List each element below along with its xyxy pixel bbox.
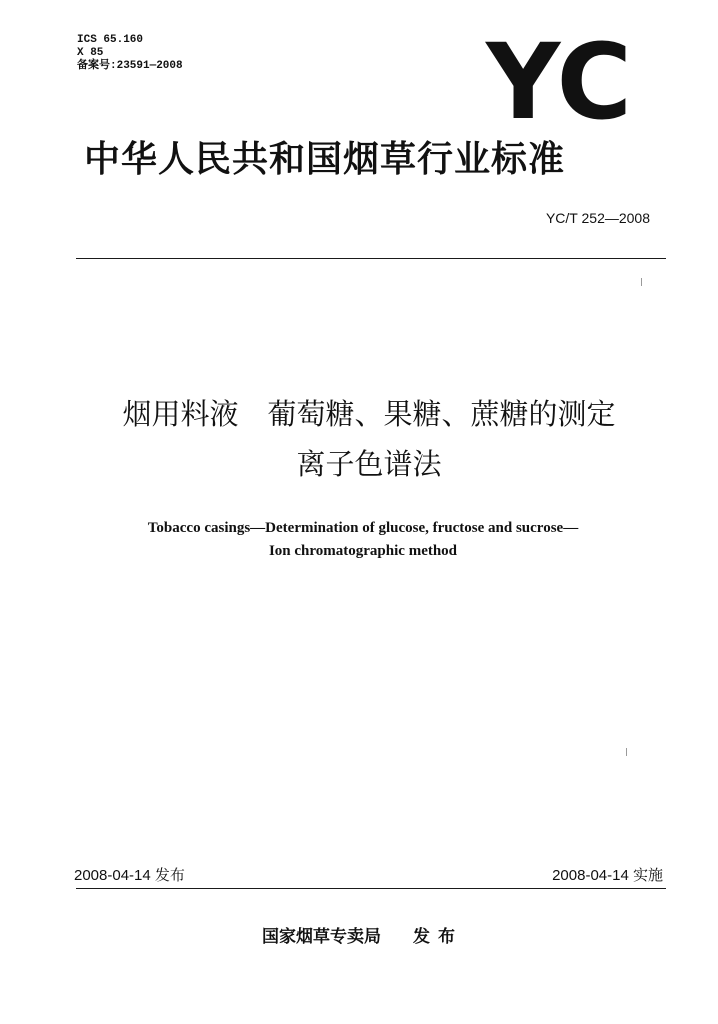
top-divider [76, 258, 666, 259]
logo-text: YC [484, 38, 632, 124]
yc-logo [484, 38, 634, 124]
classification-code: X 85 [77, 47, 104, 59]
ics-code: ICS 65.160 [77, 34, 144, 46]
organization-title: 中华人民共和国烟草行业标准 [84, 139, 566, 180]
scan-speck [626, 748, 627, 756]
issue-date: 2008-04-14 发布 [74, 867, 185, 884]
scan-speck [641, 278, 642, 286]
english-title-line-1: Tobacco casings—Determination of glucose, fructose and sucrose— [147, 520, 579, 536]
publisher-name: 国家烟草专卖局 [262, 927, 381, 947]
implementation-date: 2008-04-14 实施 [552, 867, 663, 884]
publisher-action: 发布 [413, 927, 463, 947]
chinese-title-line-1: 烟用料液 葡萄糖、果糖、蔗糖的测定 [122, 397, 616, 431]
bottom-divider [76, 888, 666, 889]
publisher-row [262, 922, 463, 947]
record-number: 备案号:23591—2008 [77, 60, 183, 72]
standard-number: YC/T 252—2008 [545, 210, 650, 226]
english-title-line-2: Ion chromatographic method [268, 543, 458, 559]
chinese-title-line-2: 离子色谱法 [296, 447, 442, 481]
